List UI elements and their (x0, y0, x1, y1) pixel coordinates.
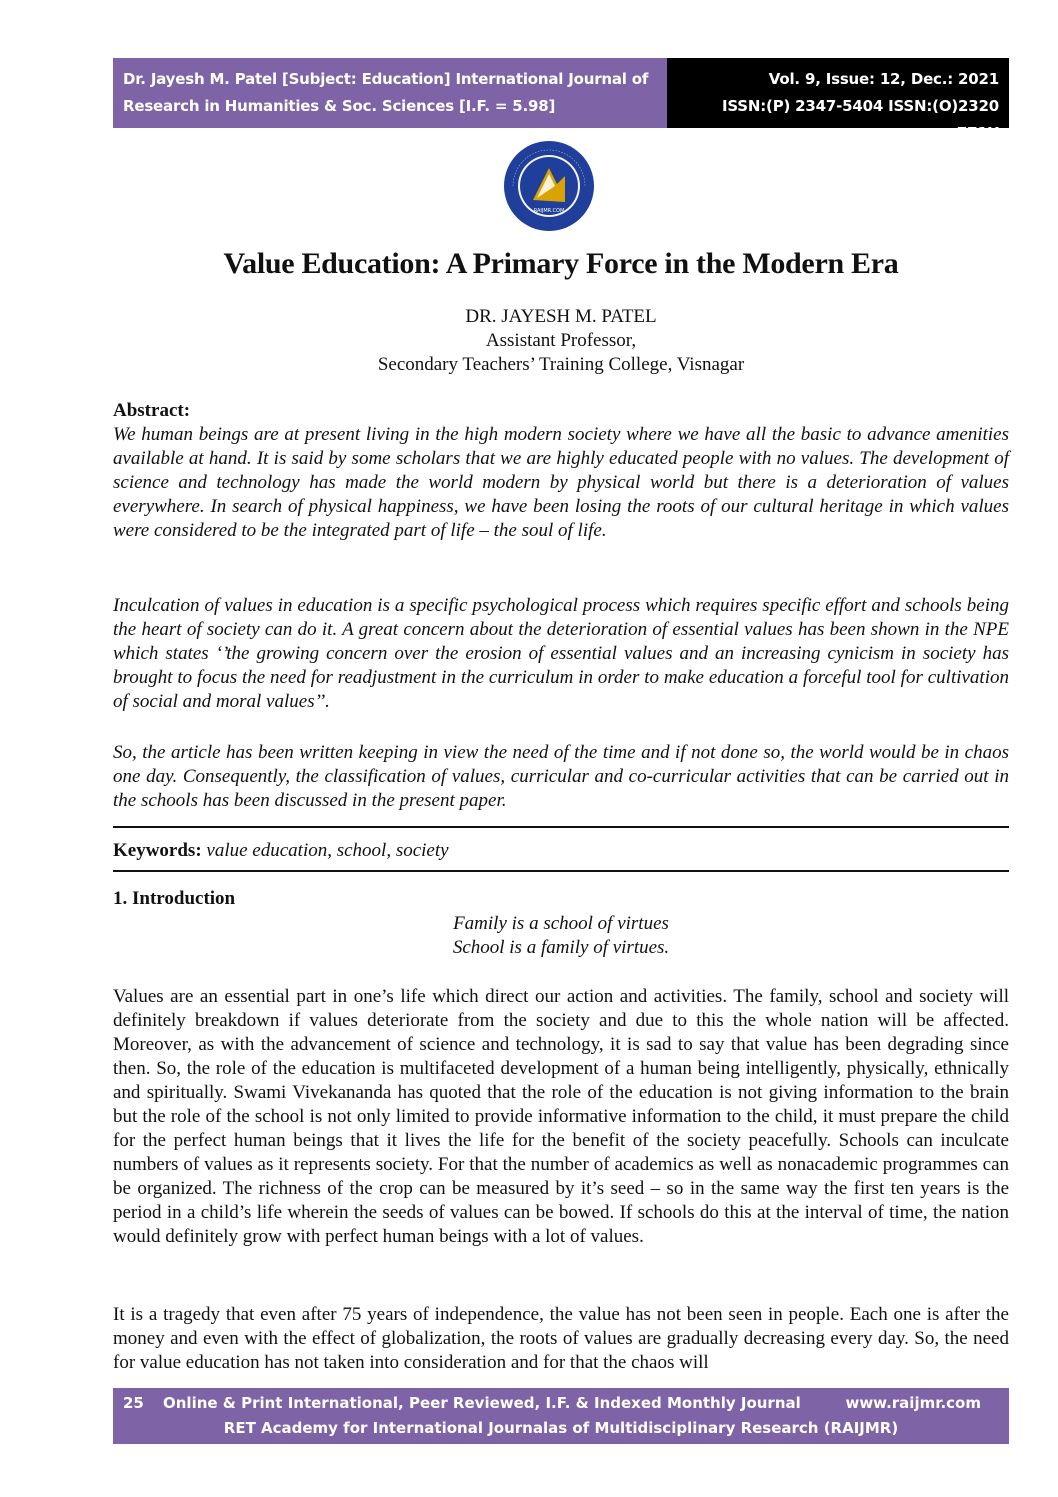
header-left-line1: Dr. Jayesh M. Patel [Subject: Education] International Journal of (123, 70, 649, 88)
header-left-line2: Research in Humanities & Soc. Sciences [I.F. = 5.98] (123, 97, 556, 115)
paper-title: Value Education: A Primary Force in the Modern Era (223, 247, 899, 280)
keywords-value: value education, school, society (206, 840, 449, 861)
epigraph (113, 912, 1009, 960)
abstract-heading: Abstract: (113, 400, 191, 421)
footer-description: Online & Print International, Peer Reviewed, I.F. & Indexed Monthly Journal (163, 1394, 801, 1412)
abstract-paragraph: Inculcation of values in education is a specific psychological process which requires specific effort and schools being the heart of society can do it. A great concern about the deterioration of essential values has been shown in the NPE which states ‘’the growing concern over the erosion of essential values and an increasing cynicism in society has brought to focus the need for readjustment in the curriculum in order to make education a forceful tool for cultivation of social and moral values’’. (113, 595, 1009, 712)
epigraph-line2: School is a family of virtues. (452, 937, 670, 958)
divider-rule (113, 826, 1009, 828)
keywords-label: Keywords: (113, 840, 202, 861)
introduction-paragraph: Values are an essential part in one’s life which direct our action and activities. The family, school and society will definitely breakdown if values deteriorate from the society and due to this the whole nation will be affected. Moreover, as with the advancement of science and technology, it is sad to say that value has been degrading since then. So, the role of the education is multifaceted development of a human being intelligently, physically, ethnically and spiritually. Swami Vivekananda has quoted that the role of the education is not giving information to the brain but the role of the school is not only limited to provide informative information to the child, it must prepare the child for the perfect human beings that it lives the life for the benefit of the society peacefully. Schools can inculcate numbers of values as it represents society. For that the number of academics as well as nonacademic programmes can be organized. The richness of the crop can be measured by it’s seed – so in the same way the first ten years is the period in a child’s life wherein the seeds of values can be bowed. If schools do this at the interval of time, the nation would definitely grow with perfect human beings with a lot of values. (113, 986, 1009, 1247)
journal-header-right (667, 58, 1009, 142)
abstract-paragraph: We human beings are at present living in the high modern society where we have all the basic to advance amenities available at hand. It is said by some scholars that we are highly educated people with no values. The development of science and technology has made the world modern by physical world but there is a deterioration of values everywhere. In search of physical happiness, we have been losing the roots of our cultural heritage in which values were considered to be the integrated part of life – the soul of life. (113, 424, 1009, 541)
author-name: DR. JAYESH M. PATEL (465, 306, 657, 327)
header-issn: ISSN:(P) 2347-5404 ISSN:(O)2320 771X (721, 97, 999, 142)
abstract-paragraph: So, the article has been written keeping in view the need of the time and if not done so, the world would be in chaos one day. Consequently, the classification of values, curricular and co-curricular activities that can be carried out in the schools has been discussed in the present paper. (113, 742, 1009, 811)
header-volume-issue: Vol. 9, Issue: 12, Dec.: 2021 (768, 70, 999, 88)
page-number: 25 (123, 1394, 144, 1412)
footer-publisher: RET Academy for International Journalas of Multidisciplinary Research (RAIJMR) (223, 1419, 899, 1437)
introduction-paragraph: It is a tragedy that even after 75 years of independence, the value has not been seen in people. Each one is after the money and even with the effect of globalization, the roots of values are gradually decreasing every day. So, the need for value education has not taken into consideration and for that the chaos will (113, 1304, 1009, 1373)
svg-text:RAIJMR.COM: RAIJMR.COM (533, 208, 565, 214)
author-position: Assistant Professor, (485, 330, 637, 351)
introduction-heading: 1. Introduction (113, 888, 236, 909)
journal-header-left (113, 58, 667, 128)
author-block (113, 305, 1009, 377)
divider-rule (113, 870, 1009, 872)
footer-url[interactable]: www.raijmr.com (845, 1394, 981, 1412)
keywords-line (113, 839, 1009, 863)
raijmr-logo (503, 140, 595, 232)
epigraph-line1: Family is a school of virtues (453, 913, 669, 934)
author-affiliation: Secondary Teachers’ Training College, Visnagar (377, 354, 745, 375)
journal-footer (113, 1388, 1009, 1444)
